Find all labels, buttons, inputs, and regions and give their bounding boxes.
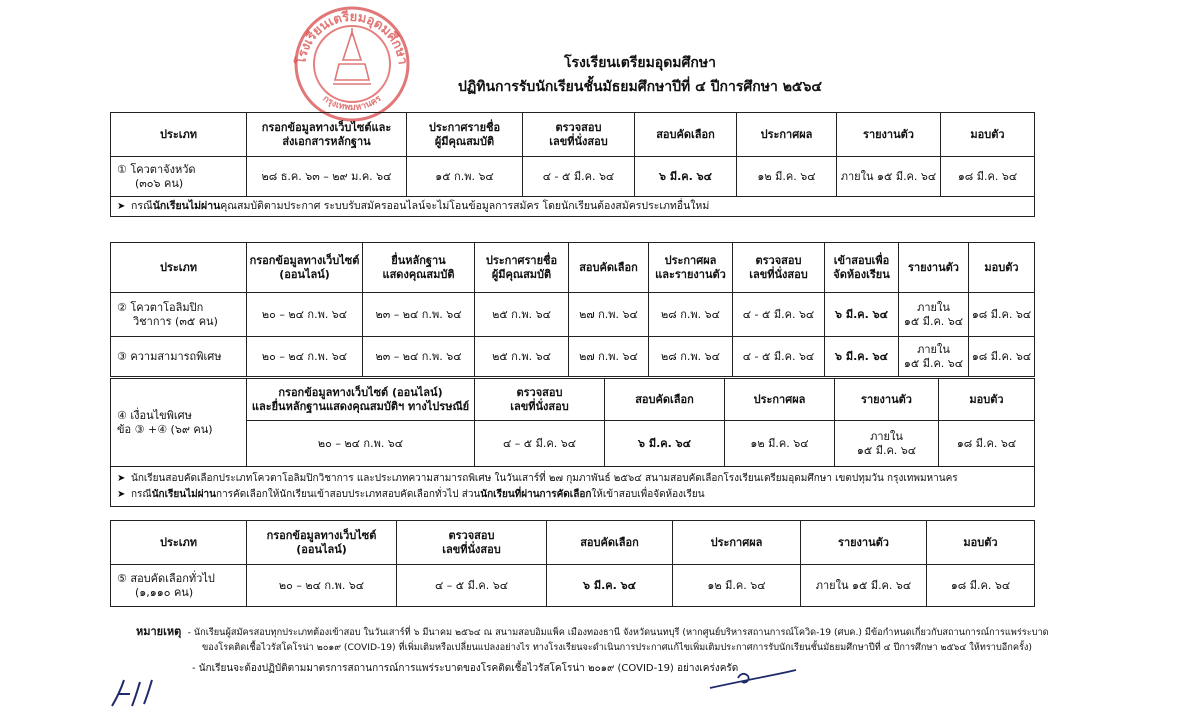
- table-olympic-talent: [110, 242, 1035, 377]
- remarks-block: [136, 624, 1049, 676]
- date-cell: ๖ มี.ค. ๖๔: [825, 337, 899, 377]
- date-cell: ภายใน ๑๕ มี.ค. ๖๔: [837, 157, 941, 197]
- table-row: [111, 293, 1035, 337]
- svg-text:กรุงเทพมหานคร: [321, 94, 384, 113]
- date-cell: ๔ – ๕ มี.ค. ๖๔: [397, 565, 547, 607]
- type-cell: [111, 565, 247, 607]
- table-header-row: [111, 379, 1035, 421]
- header-cell: มอบตัว: [939, 379, 1035, 421]
- type-label: ⑤ สอบคัดเลือกทั่วไป: [117, 571, 215, 585]
- date-cell: ๑๕ ก.พ. ๖๔: [407, 157, 523, 197]
- note-text: คุณสมบัติตามประกาศ ระบบรับสมัครออนไลน์จะไม่โอนข้อมูลการสมัคร โดยนักเรียนต้องสมัครประเภทอื่นใหม่: [220, 200, 710, 212]
- date-cell: ๒๕ ก.พ. ๖๔: [475, 293, 569, 337]
- date-cell: ๑๘ มี.ค. ๖๔: [969, 293, 1035, 337]
- table-header-row: [111, 113, 1035, 157]
- type-label: ④ เงื่อนไขพิเศษ: [117, 408, 192, 422]
- table-row: [111, 565, 1035, 607]
- date-cell: ๒๐ – ๒๔ ก.พ. ๖๔: [247, 565, 397, 607]
- table-header-row: [111, 243, 1035, 293]
- table-general-exam: [110, 520, 1035, 607]
- date-cell: ๒๐ – ๒๔ ก.พ. ๖๔: [247, 421, 475, 467]
- header-cell: กรอกข้อมูลทางเว็บไซต์ (ออนไลน์) และยื่นหลักฐานแสดงคุณสมบัติฯ ทางไปรษณีย์: [247, 379, 475, 421]
- note-text: ให้เข้าสอบเพื่อจัดห้องเรียน: [591, 488, 705, 500]
- note-bold-text: นักเรียนที่ผ่านการคัดเลือก: [480, 488, 592, 500]
- date-cell: ๒๘ ธ.ค. ๖๓ – ๒๙ ม.ค. ๖๔: [247, 157, 407, 197]
- date-cell: ภายใน ๑๕ มี.ค. ๖๔: [801, 565, 927, 607]
- header-cell: ประกาศผล: [725, 379, 835, 421]
- table-row: [111, 337, 1035, 377]
- type-count: วิชาการ (๓๕ คน): [133, 314, 218, 328]
- header-cell: สอบคัดเลือก: [635, 113, 737, 157]
- table-note-row: [111, 467, 1035, 507]
- date-cell: ๒๘ ก.พ. ๖๔: [649, 337, 733, 377]
- date-cell: ๒๗ ก.พ. ๖๔: [569, 337, 649, 377]
- note-cell: [111, 197, 1035, 217]
- header-cell: ประกาศผล: [737, 113, 837, 157]
- date-cell: ๒๓ – ๒๔ ก.พ. ๖๔: [363, 337, 475, 377]
- date-cell: ๖ มี.ค. ๖๔: [547, 565, 673, 607]
- header-cell: กรอกข้อมูลทางเว็บไซต์และ ส่งเอกสารหลักฐาน: [247, 113, 407, 157]
- date-cell: ๒๕ ก.พ. ๖๔: [475, 337, 569, 377]
- header-cell: ประเภท: [111, 113, 247, 157]
- arrow-bullet-icon: ➤: [117, 472, 126, 484]
- header-cell: ตรวจสอบ เลขที่นั่งสอบ: [733, 243, 825, 293]
- report-date: ๑๕ มี.ค. ๖๔: [903, 356, 964, 370]
- table-row: [111, 157, 1035, 197]
- report-label: ภายใน: [917, 300, 950, 314]
- header-cell: สอบคัดเลือก: [605, 379, 725, 421]
- header-cell: ตรวจสอบ เลขที่นั่งสอบ: [397, 521, 547, 565]
- date-cell: ๖ มี.ค. ๖๔: [635, 157, 737, 197]
- header-cell: กรอกข้อมูลทางเว็บไซต์ (ออนไลน์): [247, 521, 397, 565]
- header-cell: รายงานตัว: [837, 113, 941, 157]
- report-cell: [835, 421, 939, 467]
- header-cell: ตรวจสอบ เลขที่นั่งสอบ: [475, 379, 605, 421]
- date-cell: ๔ - ๕ มี.ค. ๖๔: [523, 157, 635, 197]
- type-label: ② โควตาโอลิมปิก: [117, 300, 204, 314]
- header-cell: ยื่นหลักฐาน แสดงคุณสมบัติ: [363, 243, 475, 293]
- header-cell: ประกาศรายชื่อ ผู้มีคุณสมบัติ: [475, 243, 569, 293]
- date-cell: ๑๘ มี.ค. ๖๔: [969, 337, 1035, 377]
- date-cell: ๒๐ – ๒๔ ก.พ. ๖๔: [247, 337, 363, 377]
- header-cell: สอบคัดเลือก: [569, 243, 649, 293]
- date-cell: ๑๘ มี.ค. ๖๔: [941, 157, 1035, 197]
- header-cell: สอบคัดเลือก: [547, 521, 673, 565]
- date-cell: ๑๘ มี.ค. ๖๔: [927, 565, 1035, 607]
- header-cell: ประกาศผล: [673, 521, 801, 565]
- remarks-label: หมายเหตุ: [136, 625, 182, 638]
- date-cell: ๑๒ มี.ค. ๖๔: [725, 421, 835, 467]
- header-cell: มอบตัว: [969, 243, 1035, 293]
- date-cell: ๒๐ – ๒๔ ก.พ. ๖๔: [247, 293, 363, 337]
- report-label: ภายใน: [870, 429, 903, 443]
- date-cell: ๑๒ มี.ค. ๖๔: [737, 157, 837, 197]
- seal-bottom-text: กรุงเทพมหานคร: [320, 93, 384, 114]
- report-label: ภายใน: [917, 342, 950, 356]
- type-count: (๑,๑๑๐ คน): [135, 585, 194, 599]
- note-text: นักเรียนสอบคัดเลือกประเภทโควตาโอลิมปิกวิชาการ และประเภทความสามารถพิเศษ ในวันเสาร์ที่ ๒๗ กุมภาพันธ์ ๒๕๖๔ สนามสอบคัดเลือกโรงเรียนเตรียมอุดมศึกษา เขตปทุมวัน กรุงเทพมหานคร: [131, 472, 958, 484]
- date-cell: ๑๒ มี.ค. ๖๔: [673, 565, 801, 607]
- note-bold-text: นักเรียนไม่ผ่าน: [151, 488, 217, 500]
- arrow-bullet-icon: ➤: [117, 488, 126, 500]
- type-cell: [111, 293, 247, 337]
- arrow-bullet-icon: ➤: [117, 201, 126, 212]
- table-special-condition: [110, 378, 1035, 507]
- header-cell: มอบตัว: [927, 521, 1035, 565]
- signature-right: [708, 664, 798, 692]
- header-cell: ประเภท: [111, 243, 247, 293]
- type-count: ข้อ ③ +④ (๖๙ คน): [117, 422, 213, 436]
- header-cell: ประกาศผล และรายงานตัว: [649, 243, 733, 293]
- note-text: กรณี: [131, 200, 153, 212]
- seal-top-text: โรงเรียนเตรียมอุดมศึกษา: [294, 9, 410, 66]
- note-cell: [111, 467, 1035, 507]
- date-cell: ๔ - ๕ มี.ค. ๖๔: [733, 337, 825, 377]
- note-text: กรณี: [131, 488, 152, 500]
- date-cell: ๒๗ ก.พ. ๖๔: [569, 293, 649, 337]
- header-cell: ประกาศรายชื่อ ผู้มีคุณสมบัติ: [407, 113, 523, 157]
- date-cell: ๒๘ ก.พ. ๖๔: [649, 293, 733, 337]
- type-count: (๓๐๖ คน): [135, 176, 184, 190]
- header-cell: รายงานตัว: [899, 243, 969, 293]
- report-cell: [899, 337, 969, 377]
- note-bold-text: นักเรียนไม่ผ่าน: [152, 200, 221, 212]
- note-text: การคัดเลือกให้นักเรียนเข้าสอบประเภทสอบคัดเลือกทั่วไป ส่วน: [216, 488, 481, 500]
- note-line: [117, 487, 1032, 503]
- type-cell: [111, 337, 247, 377]
- report-date: ๑๕ มี.ค. ๖๔: [856, 443, 917, 457]
- header-cell: เข้าสอบเพื่อ จัดห้องเรียน: [825, 243, 899, 293]
- date-cell: ๔ – ๕ มี.ค. ๖๔: [475, 421, 605, 467]
- type-label: ① โควตาจังหวัด: [117, 162, 196, 176]
- type-cell: [111, 379, 247, 467]
- page-subtitle: ปฏิทินการรับนักเรียนชั้นมัธยมศึกษาปีที่ ๔ ปีการศึกษา ๒๕๖๔: [457, 79, 823, 95]
- header-cell: กรอกข้อมูลทางเว็บไซต์ (ออนไลน์): [247, 243, 363, 293]
- date-cell: ๑๘ มี.ค. ๖๔: [939, 421, 1035, 467]
- remarks-line-2: ของโรคติดเชื้อไวรัสโคโรน่า ๒๐๑๙ (COVID-19) ที่เพิ่มเติมหรือเปลี่ยนแปลงอย่างไร ทางโรงเรียนจะดำเนินการประกาศแก้ไขเพิ่มเติมประกาศการรับนักเรียนชั้นมัธยมศึกษาปีที่ ๔ ปีการศึกษา ๒๕๖๔ ให้ทราบอีกครั้ง): [202, 642, 1033, 653]
- note-line: [117, 471, 1032, 487]
- date-cell: ๖ มี.ค. ๖๔: [825, 293, 899, 337]
- table-quota-province: [110, 112, 1035, 217]
- header-cell: มอบตัว: [941, 113, 1035, 157]
- header-cell: ประเภท: [111, 521, 247, 565]
- type-cell: [111, 157, 247, 197]
- date-cell: ๖ มี.ค. ๖๔: [605, 421, 725, 467]
- header-cell: ตรวจสอบ เลขที่นั่งสอบ: [523, 113, 635, 157]
- report-date: ๑๕ มี.ค. ๖๔: [903, 314, 964, 328]
- signature-left: [108, 676, 158, 712]
- date-cell: ๔ - ๕ มี.ค. ๖๔: [733, 293, 825, 337]
- header-cell: รายงานตัว: [801, 521, 927, 565]
- table-note-row: [111, 197, 1035, 217]
- header-cell: รายงานตัว: [835, 379, 939, 421]
- page-title: โรงเรียนเตรียมอุดมศึกษา: [564, 55, 716, 71]
- remarks-line-3: - นักเรียนจะต้องปฏิบัติตามมาตรการสถานการณ์การแพร่ระบาดของโรคติดเชื้อไวรัสโคโรน่า ๒๐๑๙ (COVID-19) อย่างเคร่งครัด: [192, 663, 739, 674]
- table-header-row: [111, 521, 1035, 565]
- table-row: [111, 421, 1035, 467]
- type-label: ③ ความสามารถพิเศษ: [117, 349, 222, 363]
- remarks-line-1: [136, 624, 1049, 640]
- remarks-text: - นักเรียนผู้สมัครสอบทุกประเภทต้องเข้าสอบ ในวันเสาร์ที่ ๖ มีนาคม ๒๕๖๔ ณ สนามสอบอิมแพ็ค เมืองทองธานี จังหวัดนนทบุรี (หากศูนย์บริหารสถานการณ์โควิด-19 (ศบค.) มีข้อกำหนดเกี่ยวกับสถานการณ์การแพร่ระบาด: [187, 627, 1049, 638]
- report-cell: [899, 293, 969, 337]
- date-cell: ๒๓ – ๒๔ ก.พ. ๖๔: [363, 293, 475, 337]
